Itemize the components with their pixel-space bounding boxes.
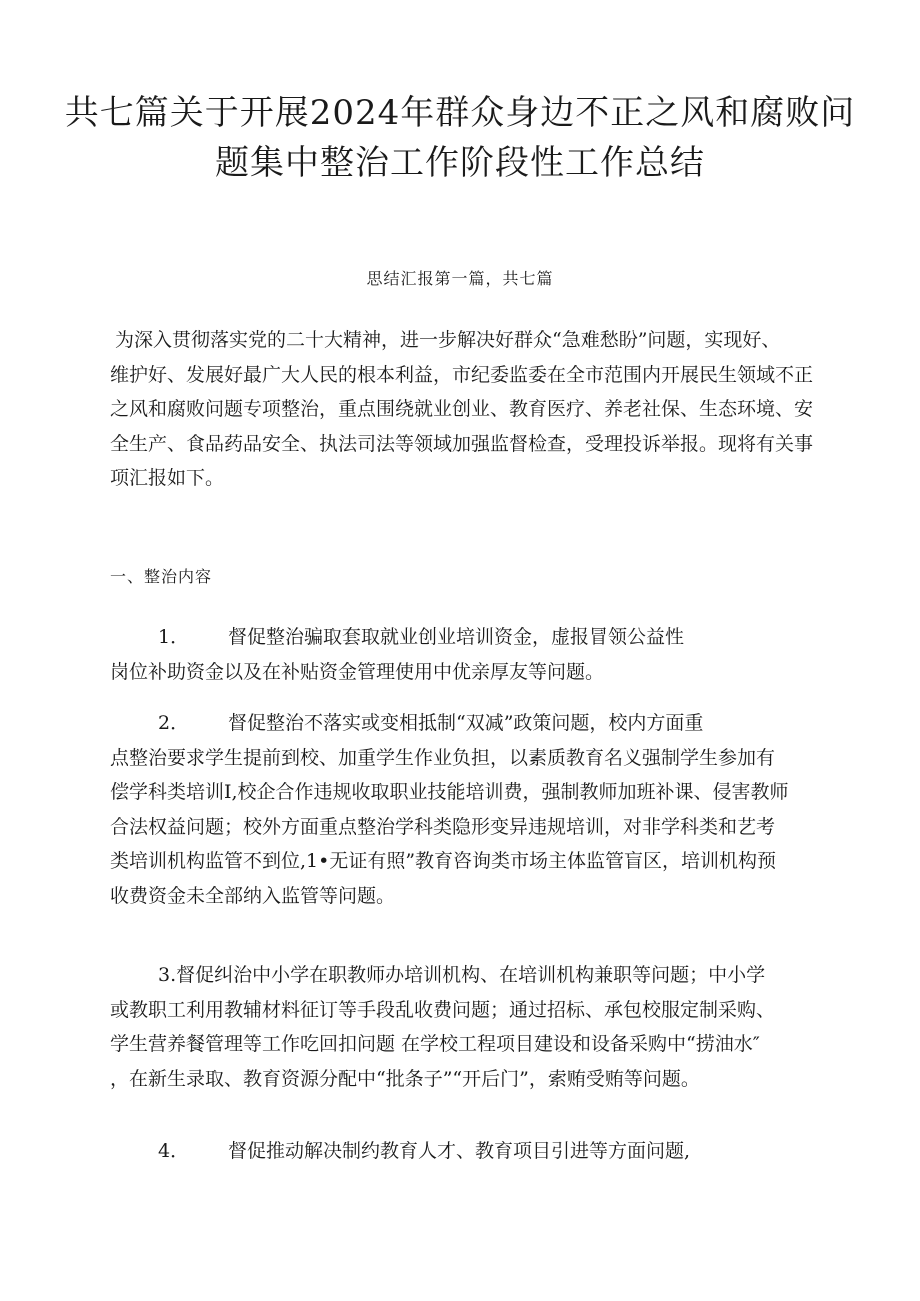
item-number: 4． <box>158 1140 190 1162</box>
section-heading: 一、整治内容 <box>110 567 213 586</box>
document-subtitle: 思结汇报第一篇，共七篇 <box>366 269 554 288</box>
intro-line: 维护好、发展好最广大人民的根本利益，市纪委监委在全市范围内开展民生领域不正 <box>110 363 814 386</box>
item-line: 点整治要求学生提前到校、加重学生作业负担，以素质教育名义强制学生参加有 <box>110 746 776 769</box>
item-line: 岗位补助资金以及在补贴资金管理使用中优亲厚友等问题。 <box>110 660 605 683</box>
item-2 <box>110 706 870 913</box>
document-title <box>60 88 860 188</box>
intro-line: 全生产、食品药品安全、执法司法等领域加强监督检查，受理投诉举报。现将有关事 <box>110 432 814 455</box>
item-first-line: 督促整治不落实或变相抵制“双减”政策问题，校内方面重 <box>228 712 704 734</box>
item-number: 2． <box>158 712 190 734</box>
item-line: ，在新生录取、教育资源分配中“批条子”“开后门”，索贿受贿等问题。 <box>110 1067 700 1090</box>
item-4 <box>110 1134 870 1169</box>
title-line-1: 共七篇关于开展2024年群众身边不正之风和腐败问 <box>64 93 856 133</box>
item-3 <box>110 958 870 1096</box>
item-line: 类培训机构监管不到位,1•无证有照”教育咨询类市场主体监管盲区，培训机构预 <box>110 850 777 872</box>
item-first-line: .督促纠治中小学在职教师办培训机构、在培训机构兼职等问题；中小学 <box>170 964 766 986</box>
title-line-2: 题集中整治工作阶段性工作总结 <box>215 143 705 183</box>
item-line: 或教职工利用教辅材料征订等手段乱收费问题；通过招标、承包校服定制采购、 <box>110 998 776 1021</box>
item-number: 3 <box>158 964 171 986</box>
intro-line: 之风和腐败问题专项整治，重点围绕就业创业、教育医疗、养老社保、生态环境、安 <box>110 398 814 420</box>
item-line: 收费资金未全部纳入监管等问题。 <box>110 884 396 907</box>
item-first-line: 督促整治骗取套取就业创业培训资金，虚报冒领公益性 <box>228 626 685 648</box>
item-1 <box>110 620 870 689</box>
item-number: 1． <box>158 626 190 648</box>
item-line: 学生营养餐管理等工作吃回扣问题 在学校工程项目建设和设备采购中“捞油水″ <box>110 1033 760 1055</box>
item-line: 合法权益问题；校外方面重点整治学科类隐形变异违规培训，对非学科类和艺考 <box>110 815 776 838</box>
intro-line: 为深入贯彻落实党的二十大精神，进一步解决好群众“急难愁盼”问题，实现好、 <box>115 329 781 351</box>
item-line: 偿学科类培训I,校企合作违规收取职业技能培训费，强制教师加班补课、侵害教师 <box>110 781 789 803</box>
item-first-line: 督促推动解决制约教育人才、教育项目引进等方面问题, <box>228 1140 691 1162</box>
intro-paragraph <box>110 323 870 496</box>
intro-line: 项汇报如下。 <box>110 467 225 489</box>
